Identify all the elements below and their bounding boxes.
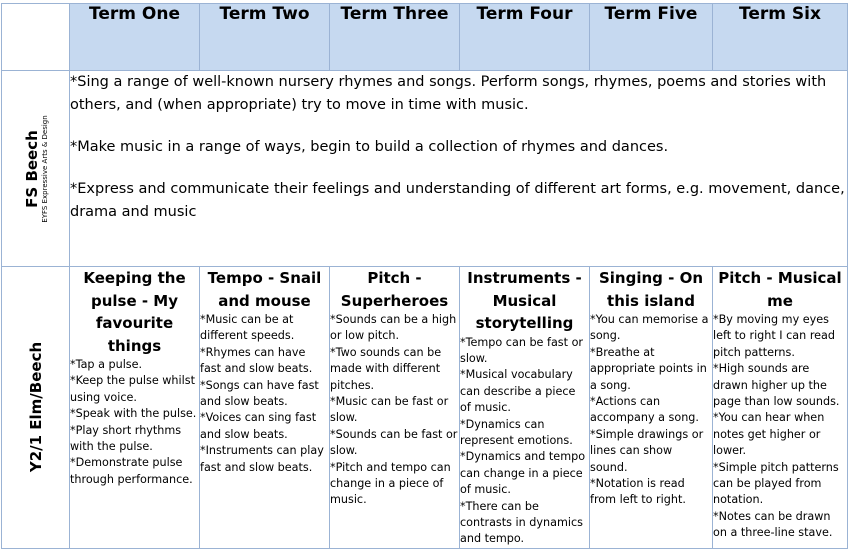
- term-point: *Breathe at appropriate points in a song.: [590, 345, 707, 392]
- term-point: *Musical vocabulary can describe a piece of music.: [460, 368, 576, 415]
- term-point: *Simple pitch patterns can be played from notation.: [713, 460, 839, 507]
- term-point: *There can be contrasts in dynamics and tempo.: [460, 499, 583, 546]
- fs-paragraph: *Make music in a range of ways, begin to build a collection of rhymes and dances.: [70, 139, 669, 155]
- header-term-three: Term Three: [330, 4, 460, 71]
- term-point: *Two sounds can be made with different pitches.: [330, 345, 442, 392]
- term-point: *Tempo can be fast or slow.: [460, 335, 584, 365]
- header-term-two: Term Two: [200, 4, 330, 71]
- term-six-cell: [713, 267, 848, 549]
- fs-content: [70, 71, 848, 267]
- term-point: *Sounds can be fast or slow.: [330, 427, 458, 458]
- curriculum-table: [1, 3, 848, 549]
- term-point: *Tap a pulse.: [70, 358, 143, 371]
- term-point: *Demonstrate pulse through performance.: [70, 456, 193, 486]
- header-term-six: Term Six: [713, 4, 848, 71]
- term-point: *Notation is read from left to right.: [590, 477, 686, 507]
- term-point: *Keep the pulse whilst using voice.: [70, 374, 195, 404]
- term-one-cell: [70, 267, 200, 549]
- fs-paragraph: *Express and communicate their feelings and understanding of different art forms, e.g. movement, dance, drama and music: [70, 181, 845, 220]
- term-two-cell: [200, 267, 330, 549]
- term-point: *Sounds can be a high or low pitch.: [330, 313, 457, 343]
- term-point: *You can memorise a song.: [590, 313, 709, 343]
- term-point: *Songs can have fast and slow beats.: [200, 378, 319, 409]
- term-point: *Notes can be drawn on a three-line stave.: [713, 509, 833, 540]
- term-point: *Speak with the pulse.: [70, 407, 197, 421]
- header-term-one: Term One: [70, 4, 200, 71]
- term-title: Tempo - Snail and mouse: [207, 269, 322, 310]
- term-point: *Simple drawings or lines can show sound.: [590, 427, 704, 474]
- term-title: Singing - On this island: [598, 269, 704, 310]
- term-title: Instruments - Musical storytelling: [467, 269, 582, 332]
- term-point: *Music can be fast or slow.: [330, 395, 449, 425]
- y2-label: Y2/1 Elm/Beech: [26, 342, 45, 473]
- header-term-four: Term Four: [460, 4, 590, 71]
- term-five-cell: [590, 267, 713, 549]
- term-point: *Dynamics and tempo can change in a piece of music.: [460, 450, 586, 497]
- fs-row: [2, 71, 848, 267]
- term-point: *Music can be at different speeds.: [200, 313, 295, 343]
- term-point: *By moving my eyes left to right I can read pitch patterns.: [713, 313, 836, 359]
- fs-paragraph: *Sing a range of well-known nursery rhymes and songs. Perform songs, rhymes, poems and stories with others, and (when appropriate) try to move in time with music.: [70, 74, 827, 113]
- term-point: *Play short rhythms with the pulse.: [70, 423, 182, 454]
- term-three-cell: [330, 267, 460, 549]
- term-title: Pitch - Superheroes: [340, 269, 449, 310]
- term-point: *Instruments can play fast and slow beats.: [200, 444, 324, 474]
- fs-sublabel: EYFS Expressive Arts & Design: [40, 114, 49, 223]
- fs-label: FS Beech: [22, 129, 41, 208]
- y2-row: [2, 267, 848, 549]
- term-point: *Actions can accompany a song.: [590, 395, 699, 425]
- header-row: [2, 4, 848, 71]
- term-four-cell: [460, 267, 590, 549]
- fs-row-label: [2, 71, 70, 267]
- header-term-five: Term Five: [590, 4, 713, 71]
- term-point: *Voices can sing fast and slow beats.: [200, 411, 317, 441]
- y2-row-label: [2, 267, 70, 549]
- term-point: *Dynamics can represent emotions.: [460, 417, 573, 447]
- corner-cell: [2, 4, 70, 71]
- term-point: *You can hear when notes get higher or lower.: [713, 411, 825, 458]
- term-point: *High sounds are drawn higher up the page than low sounds.: [713, 362, 840, 409]
- term-title: Pitch - Musical me: [718, 269, 842, 310]
- term-point: *Pitch and tempo can change in a piece of music.: [330, 460, 451, 507]
- term-title: Keeping the pulse - My favourite things: [83, 269, 186, 355]
- term-point: *Rhymes can have fast and slow beats.: [200, 345, 313, 376]
